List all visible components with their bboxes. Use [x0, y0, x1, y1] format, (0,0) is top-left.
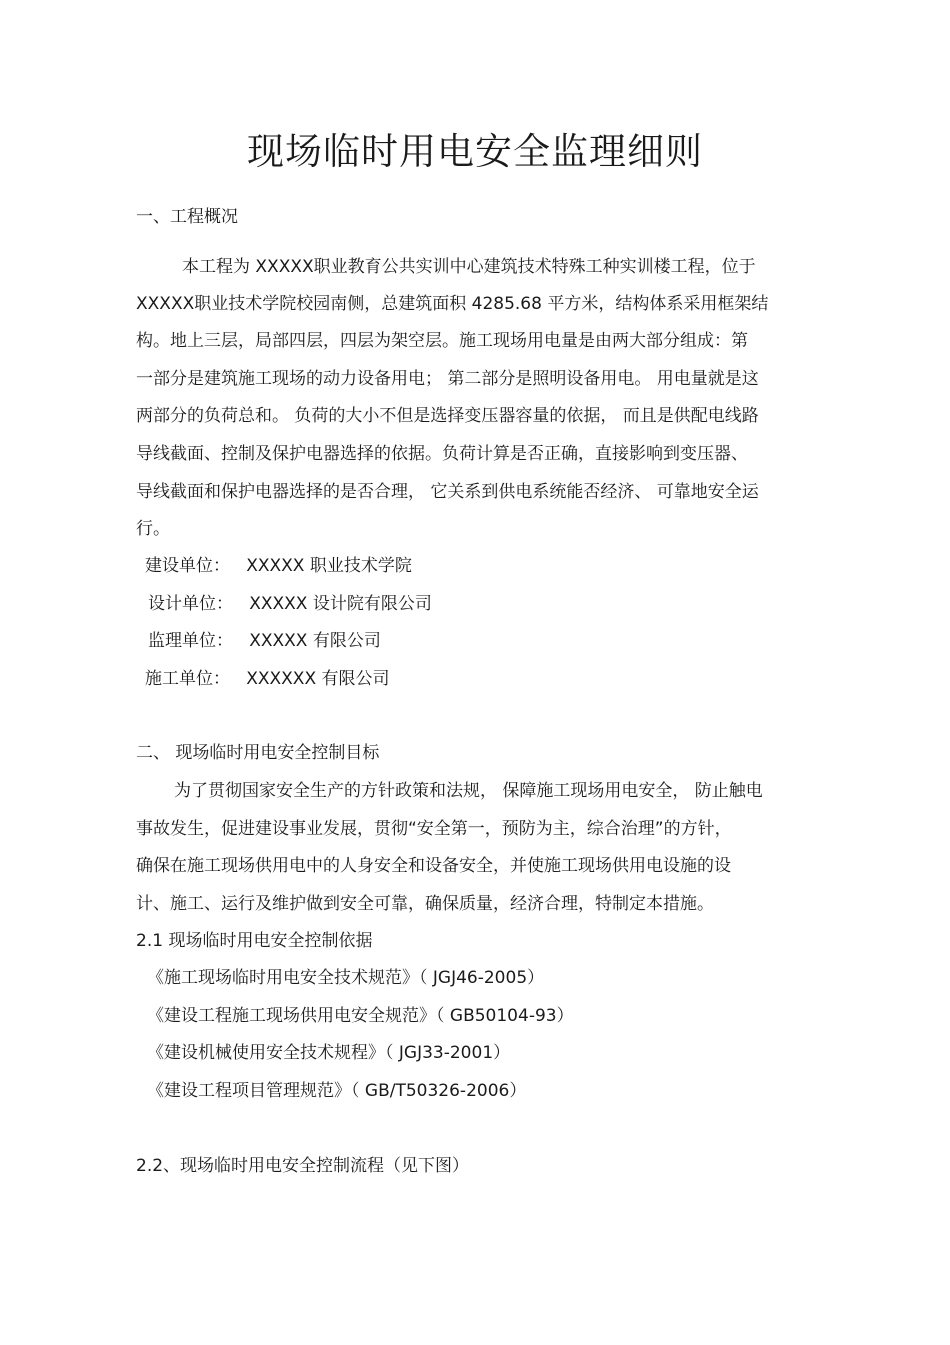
standard-item: 《施工现场临时用电安全技术规范》（ JGJ46-2005） — [147, 968, 545, 988]
standard-item: 《建设工程施工现场供用电安全规范》（ GB50104-93） — [147, 1006, 574, 1026]
subsection-heading-basis: 2.1 现场临时用电安全控制依据 — [136, 931, 373, 951]
unit-value: XXXXX 职业技术学院 — [246, 556, 412, 576]
unit-label: 监理单位： — [148, 631, 233, 651]
paragraph-line: 导线截面和保护电器选择的是否合理， 它关系到供电系统能否经济、 可靠地安全运 — [136, 482, 759, 502]
paragraph-line: 两部分的负荷总和。 负荷的大小不但是选择变压器容量的依据， 而且是供配电线路 — [136, 406, 759, 426]
paragraph-line: XXXXX职业技术学院校园南侧，总建筑面积 4285.68 平方米，结构体系采用框架结 — [136, 294, 769, 314]
subsection-heading-process: 2.2、现场临时用电安全控制流程（见下图） — [136, 1156, 470, 1176]
unit-label: 施工单位： — [145, 669, 230, 689]
unit-row-construction — [145, 553, 412, 579]
paragraph-line: 导线截面、控制及保护电器选择的依据。负荷计算是否正确，直接影响到变压器、 — [136, 444, 748, 464]
section-heading-overview: 一、工程概况 — [136, 207, 238, 227]
document-title: 现场临时用电安全监理细则 — [247, 130, 703, 173]
section-heading-objective: 二、 现场临时用电安全控制目标 — [136, 743, 380, 763]
unit-row-supervision — [148, 628, 381, 654]
unit-value: XXXXXX 有限公司 — [246, 669, 390, 689]
paragraph-line: 行。 — [136, 519, 170, 539]
unit-label: 设计单位： — [148, 594, 233, 614]
paragraph-line: 本工程为 XXXXX职业教育公共实训中心建筑技术特殊工种实训楼工程，位于 — [182, 257, 756, 277]
unit-row-design — [148, 591, 432, 617]
unit-value: XXXXX 设计院有限公司 — [249, 594, 432, 614]
paragraph-line: 事故发生，促进建设事业发展，贯彻“安全第一，预防为主，综合治理”的方针， — [136, 819, 732, 839]
paragraph-line: 构。地上三层，局部四层，四层为架空层。施工现场用电量是由两大部分组成：第 — [136, 331, 748, 351]
unit-value: XXXXX 有限公司 — [249, 631, 381, 651]
standard-item: 《建设工程项目管理规范》（ GB/T50326-2006） — [147, 1081, 527, 1101]
paragraph-line: 确保在施工现场供用电中的人身安全和设备安全，并使施工现场供用电设施的设 — [136, 856, 731, 876]
paragraph-line: 为了贯彻国家安全生产的方针政策和法规， 保障施工现场用电安全， 防止触电 — [174, 781, 763, 801]
unit-label: 建设单位： — [145, 556, 230, 576]
paragraph-line: 计、施工、运行及维护做到安全可靠，确保质量，经济合理，特制定本措施。 — [136, 894, 714, 914]
paragraph-line: 一部分是建筑施工现场的动力设备用电； 第二部分是照明设备用电。 用电量就是这 — [136, 369, 759, 389]
standard-item: 《建设机械使用安全技术规程》（ JGJ33-2001） — [147, 1043, 511, 1063]
unit-row-contractor — [145, 666, 390, 692]
